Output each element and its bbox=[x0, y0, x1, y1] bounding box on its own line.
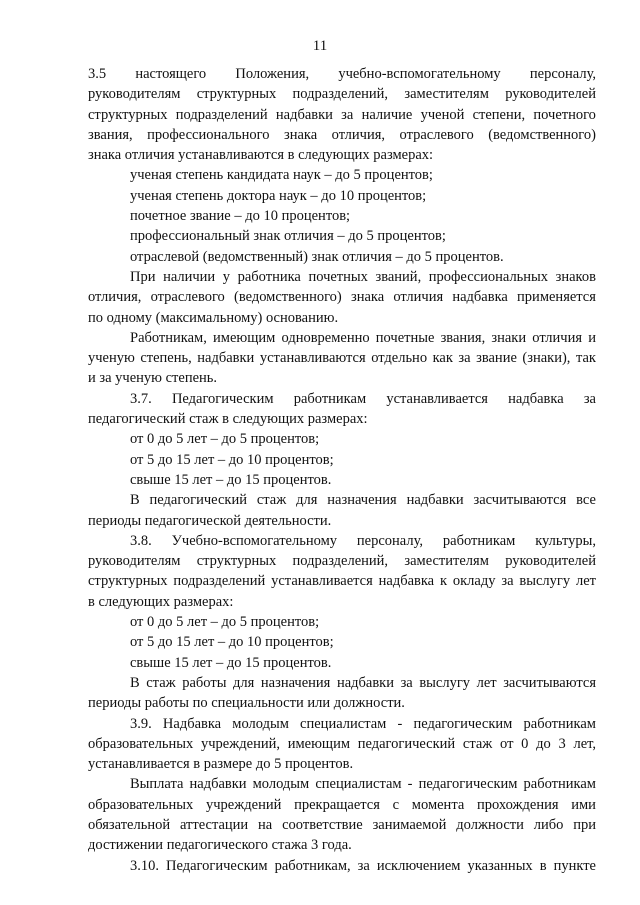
word: устанавливается bbox=[271, 573, 373, 590]
word: должности bbox=[456, 816, 524, 833]
word: наличие bbox=[361, 106, 413, 123]
document-body bbox=[88, 64, 596, 876]
word: занимаемой bbox=[372, 816, 447, 833]
word: молодым bbox=[232, 715, 289, 732]
word: лет bbox=[476, 674, 497, 691]
word: прекращается bbox=[294, 796, 380, 813]
word: работникам, bbox=[274, 857, 351, 874]
list-item: свыше 15 лет – до 15 процентов. bbox=[130, 471, 332, 488]
text-line bbox=[88, 125, 596, 145]
word: при bbox=[573, 816, 596, 833]
text-line: периоды работы по специальности или должности. bbox=[88, 695, 405, 712]
text-line bbox=[88, 84, 596, 104]
word: персоналу, bbox=[529, 66, 596, 82]
text-line: и за ученую степень. bbox=[88, 370, 218, 387]
text-line bbox=[88, 531, 596, 551]
word: руководителям bbox=[88, 553, 181, 570]
word: почетных bbox=[308, 268, 368, 285]
word: до bbox=[536, 735, 551, 752]
text-line bbox=[88, 287, 596, 307]
word: ученую bbox=[88, 350, 135, 367]
word: обязательной bbox=[88, 816, 171, 833]
word: подразделений bbox=[175, 106, 268, 123]
word: структурных bbox=[88, 106, 168, 123]
word: надбавки bbox=[406, 492, 464, 509]
word: имеющим bbox=[287, 735, 351, 752]
word: ими bbox=[571, 796, 596, 813]
word: засчитываются bbox=[503, 674, 596, 691]
word: с bbox=[392, 796, 400, 813]
word: работника bbox=[237, 268, 301, 285]
word: В bbox=[130, 492, 140, 509]
word: структурных bbox=[88, 573, 168, 590]
text-line bbox=[88, 490, 596, 510]
text-line bbox=[88, 348, 596, 368]
word: отличия bbox=[393, 289, 444, 306]
word: работникам bbox=[523, 776, 596, 793]
text-line bbox=[88, 856, 596, 876]
word: от bbox=[500, 735, 514, 752]
word: стаж bbox=[462, 735, 493, 752]
word: настоящего bbox=[135, 66, 207, 82]
word: отличия, bbox=[88, 289, 142, 306]
word: (ведомственного) bbox=[234, 289, 342, 306]
text-line bbox=[88, 815, 596, 835]
word: работникам bbox=[293, 390, 367, 407]
word: устанавливается bbox=[386, 390, 488, 407]
word: руководителей bbox=[505, 553, 596, 570]
text-line bbox=[88, 714, 596, 734]
list-item: свыше 15 лет – до 15 процентов. bbox=[130, 654, 332, 671]
word: званий, bbox=[375, 268, 422, 285]
word: подразделений bbox=[173, 573, 266, 590]
word: лет bbox=[575, 573, 596, 590]
word: специалистам bbox=[300, 715, 387, 732]
word: на bbox=[258, 816, 273, 833]
word: (знаки), bbox=[522, 350, 571, 367]
text-line: устанавливается в размере до 5 процентов. bbox=[88, 756, 354, 773]
word: учебно-вспомогательному bbox=[338, 66, 501, 82]
list-item: от 5 до 15 лет – до 10 процентов; bbox=[130, 634, 334, 651]
word: указанных bbox=[467, 857, 533, 874]
text-line bbox=[88, 267, 596, 287]
word: 3.8. bbox=[130, 532, 152, 549]
text-line bbox=[88, 673, 596, 693]
word: степень, bbox=[140, 350, 192, 367]
word: знака bbox=[350, 289, 385, 306]
word: 3.9. bbox=[130, 715, 152, 732]
text-line: достижении педагогического стажа 3 года. bbox=[88, 837, 352, 854]
word: педагогический bbox=[357, 735, 456, 752]
word: стаж bbox=[256, 492, 287, 509]
word: персоналу, bbox=[356, 532, 424, 549]
word: Работникам, bbox=[130, 329, 207, 346]
word: работникам bbox=[442, 532, 516, 549]
word: надбавки bbox=[275, 106, 333, 123]
word: за bbox=[501, 573, 514, 590]
word: исключением bbox=[376, 857, 461, 874]
text-line bbox=[88, 571, 596, 591]
word: для bbox=[233, 674, 255, 691]
word: учреждений, bbox=[201, 735, 280, 752]
word: засчитываются bbox=[473, 492, 567, 509]
word: В bbox=[130, 674, 140, 691]
word: педагогическим bbox=[418, 776, 518, 793]
word: для bbox=[296, 492, 318, 509]
text-line bbox=[88, 795, 596, 815]
word: звания, bbox=[88, 126, 133, 143]
word: за bbox=[341, 106, 354, 123]
page-number: 11 bbox=[312, 38, 328, 54]
word: так bbox=[575, 350, 596, 367]
word: и bbox=[588, 329, 596, 346]
word: специалистам bbox=[315, 776, 402, 793]
list-item: отраслевой (ведомственный) знак отличия – до 5 процентов. bbox=[130, 248, 504, 265]
word: отраслевого bbox=[150, 289, 225, 306]
word: Положения, bbox=[235, 66, 310, 82]
word: подразделений, bbox=[292, 86, 389, 103]
list-item: от 5 до 15 лет – до 10 процентов; bbox=[130, 451, 334, 468]
word: надбавки bbox=[336, 674, 394, 691]
word: культуры, bbox=[535, 532, 596, 549]
word: назначения bbox=[260, 674, 331, 691]
word: отличия bbox=[532, 329, 583, 346]
word: - bbox=[407, 776, 413, 793]
word: отдельно bbox=[371, 350, 428, 367]
word: Учебно-вспомогательному bbox=[171, 532, 337, 549]
list-item: профессиональный знак отличия – до 5 процентов; bbox=[130, 228, 446, 245]
list-item: ученая степень доктора наук – до 10 процентов; bbox=[130, 187, 427, 204]
word: Надбавка bbox=[162, 715, 222, 732]
word: отраслевого bbox=[399, 126, 474, 143]
word: молодым bbox=[252, 776, 310, 793]
text-line: в следующих размерах: bbox=[88, 593, 234, 610]
word: 3 bbox=[558, 735, 566, 752]
word: у bbox=[222, 268, 231, 285]
list-item: от 0 до 5 лет – до 5 процентов; bbox=[130, 614, 320, 631]
word: за bbox=[458, 350, 471, 367]
word: прохождения bbox=[477, 796, 559, 813]
word: в bbox=[539, 857, 547, 874]
word: руководителям bbox=[88, 86, 181, 103]
word: одновременно bbox=[281, 329, 370, 346]
word: звания, bbox=[440, 329, 486, 346]
text-line bbox=[88, 105, 596, 125]
word: отличия, bbox=[331, 126, 386, 143]
word: структурных bbox=[196, 86, 277, 103]
text-line bbox=[88, 64, 596, 84]
word: руководителей bbox=[505, 86, 596, 103]
word: педагогический bbox=[149, 492, 247, 509]
word: Педагогическим bbox=[171, 390, 274, 407]
word: работникам bbox=[523, 715, 596, 732]
word: надбавки bbox=[189, 776, 247, 793]
word: стаж bbox=[146, 674, 176, 691]
word: знаки bbox=[491, 329, 527, 346]
list-item: ученая степень кандидата наук – до 5 процентов; bbox=[130, 167, 433, 184]
word: - bbox=[397, 715, 403, 732]
word: выслугу bbox=[519, 573, 571, 590]
word: аттестации bbox=[179, 816, 249, 833]
text-line bbox=[88, 328, 596, 348]
word: работы bbox=[182, 674, 227, 691]
word: Педагогическим bbox=[166, 857, 268, 874]
word: надбавка bbox=[452, 289, 508, 306]
word: окладу bbox=[452, 573, 496, 590]
word: за bbox=[357, 857, 370, 874]
word: почетные bbox=[375, 329, 435, 346]
word: образовательных bbox=[88, 796, 194, 813]
text-line bbox=[88, 734, 596, 754]
word: степени, bbox=[472, 106, 526, 123]
word: ученой bbox=[420, 106, 465, 123]
text-line: периоды педагогической деятельности. bbox=[88, 512, 332, 529]
word: либо bbox=[533, 816, 564, 833]
text-line bbox=[88, 389, 596, 409]
word: имеющим bbox=[213, 329, 276, 346]
word: почетного bbox=[533, 106, 596, 123]
word: за bbox=[400, 674, 413, 691]
word: все bbox=[576, 492, 596, 509]
list-item: от 0 до 5 лет – до 5 процентов; bbox=[130, 431, 320, 448]
word: момента bbox=[411, 796, 465, 813]
word: 0 bbox=[521, 735, 529, 752]
text-line: педагогический стаж в следующих размерах: bbox=[88, 411, 368, 428]
word: наличии bbox=[163, 268, 216, 285]
word: При bbox=[130, 268, 156, 285]
word: применяется bbox=[517, 289, 596, 306]
text-line: по одному (максимальному) основанию. bbox=[88, 309, 339, 326]
word: учреждений bbox=[206, 796, 282, 813]
word: надбавка bbox=[508, 390, 564, 407]
word: знака bbox=[283, 126, 318, 143]
word: выслугу bbox=[419, 674, 471, 691]
word: профессиональных bbox=[428, 268, 549, 285]
word: 3.7. bbox=[130, 390, 152, 407]
word: соответствие bbox=[282, 816, 363, 833]
word: надбавка bbox=[378, 573, 435, 590]
list-item: почетное звание – до 10 процентов; bbox=[130, 208, 351, 225]
text-line bbox=[88, 551, 596, 571]
word: знаков bbox=[555, 268, 596, 285]
word: 3.10. bbox=[130, 857, 159, 874]
word: заместителям bbox=[404, 86, 489, 103]
word: Выплата bbox=[130, 776, 184, 793]
word: как bbox=[432, 350, 453, 367]
word: за bbox=[583, 390, 596, 407]
word: (ведомственного) bbox=[488, 126, 596, 143]
word: профессионального bbox=[147, 126, 270, 143]
text-line bbox=[88, 774, 596, 794]
word: образовательных bbox=[88, 735, 194, 752]
word: назначения bbox=[327, 492, 397, 509]
word: педагогическим bbox=[413, 715, 513, 732]
word: пункте bbox=[553, 857, 596, 874]
word: заместителям bbox=[404, 553, 489, 570]
word: звание bbox=[476, 350, 517, 367]
word: лет, bbox=[573, 735, 596, 752]
word: структурных bbox=[196, 553, 277, 570]
word: устанавливаются bbox=[259, 350, 366, 367]
word: к bbox=[439, 573, 448, 590]
word: надбавки bbox=[197, 350, 255, 367]
word: 3.5 bbox=[88, 66, 107, 82]
text-line: знака отличия устанавливаются в следующих размерах: bbox=[88, 147, 434, 164]
word: подразделений, bbox=[292, 553, 389, 570]
